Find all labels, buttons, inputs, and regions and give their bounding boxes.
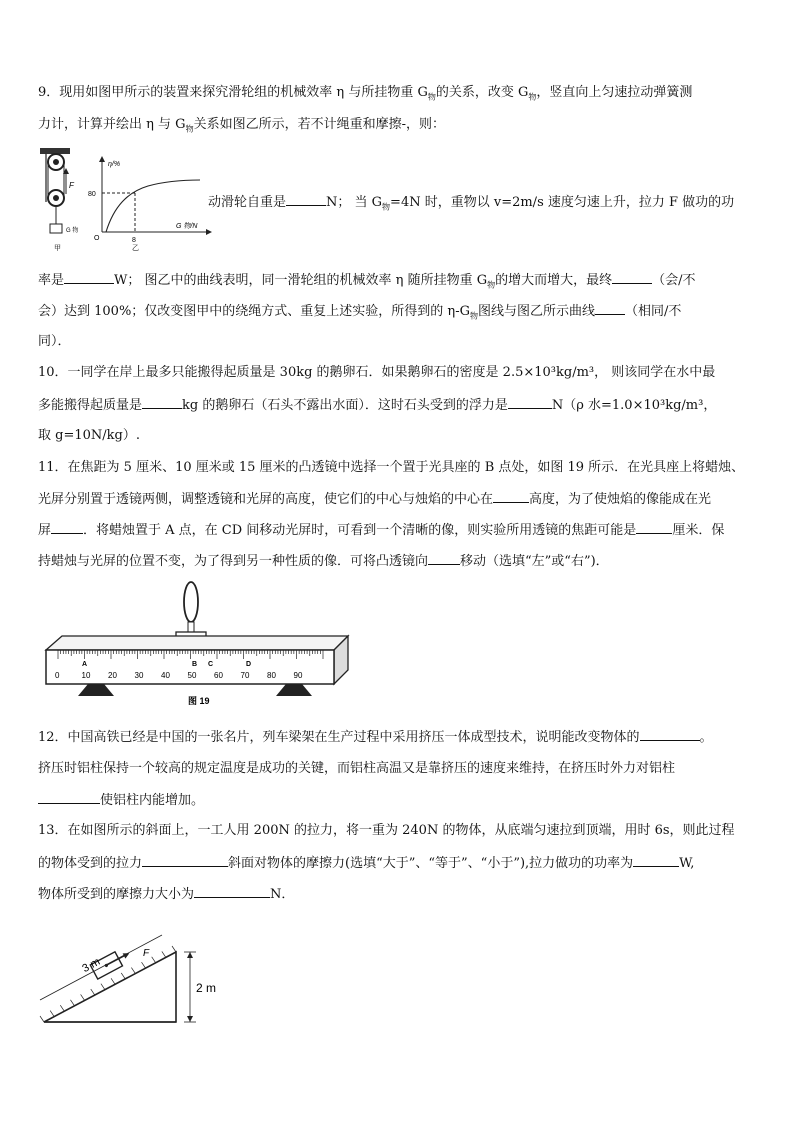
figure-caption: 图 19 [188, 696, 210, 706]
ruler-tick-label: 60 [214, 671, 223, 680]
text: 。 [699, 730, 713, 745]
text: 使铝柱内能增加。 [100, 793, 205, 808]
text: W； 图乙中的曲线表明，同一滑轮组的机械效率 η 随所挂物重 G [114, 273, 488, 288]
weight-icon [50, 224, 62, 233]
text: 高度，为了使烛焰的像能成在光 [529, 492, 712, 507]
q9-line4 [38, 271, 696, 295]
slope-length-label: 3 m [80, 955, 103, 975]
answer-blank[interactable] [64, 271, 114, 284]
sub: 物 [470, 311, 478, 321]
origin-label: O [94, 235, 100, 242]
answer-blank[interactable] [38, 791, 100, 804]
answer-blank[interactable] [194, 885, 270, 898]
q13-line2 [38, 854, 694, 873]
text: 13．在如图所示的斜面上，一工人用 200N 的拉力，将一重为 240N 的物体，从底端匀速拉到顶端，用时 6s，则此过程 [38, 823, 735, 838]
bench-foot-left [78, 684, 114, 696]
ruler-tick-label: 70 [240, 671, 250, 680]
text: 物体所受到的摩擦力大小为 [38, 887, 195, 902]
force-label: F [69, 181, 74, 190]
text: N（ρ 水=1.0×10³kg/m³， [551, 398, 717, 413]
q9-figure [36, 146, 216, 258]
point-c-label: C [208, 661, 214, 668]
q12-line1 [38, 728, 713, 747]
bench-foot-right [276, 684, 312, 696]
sub: 物 [487, 280, 496, 290]
weight-label: G 物 [66, 228, 79, 234]
sub: 物 [427, 92, 436, 102]
height-label: 2 m [196, 981, 217, 995]
text: （会/不 [652, 273, 696, 288]
answer-blank[interactable] [595, 302, 625, 315]
text: 9．现用如图甲所示的装置来探究滑轮组的机械效率 η 与所挂物重 G [38, 85, 428, 100]
answer-blank[interactable] [612, 271, 652, 284]
ruler-tick-label: 30 [134, 671, 144, 680]
point-a-label: A [82, 661, 88, 668]
text: 11．在焦距为 5 厘米、10 厘米或 15 厘米的凸透镜中选择一个置于光具座的 B 点处，如图 19 所示．在光具座上将蜡烛、 [38, 460, 745, 475]
text: 屏 [38, 523, 52, 538]
text: 力计，计算并绘出 η 与 G [38, 117, 186, 132]
force-label: F [143, 948, 150, 959]
q12-line2 [38, 760, 675, 778]
text: 多能搬得起质量是 [38, 398, 143, 413]
text: 斜面对物体的摩擦力(选填“大于”、“等于”、“小于”),拉力做功的功率为 [228, 856, 634, 871]
text: 图线与图乙所示曲线 [478, 304, 596, 319]
text: 取 g=10N/kg）. [38, 428, 140, 443]
text: 率是 [38, 273, 65, 288]
q12-line3 [38, 791, 204, 810]
ruler-tick-label: 10 [81, 671, 91, 680]
q9-line6 [38, 333, 71, 351]
text: （相同/不 [625, 304, 682, 319]
ruler-tick-label: 50 [187, 671, 197, 680]
q10-line1 [38, 364, 715, 382]
ruler-tick-label: 40 [161, 671, 170, 680]
answer-blank[interactable] [142, 396, 182, 409]
ruler-tick-label: 20 [108, 671, 117, 680]
lens-icon [184, 582, 198, 622]
answer-blank[interactable] [636, 521, 672, 534]
q13-line3 [38, 885, 294, 904]
sub: 物 [185, 124, 194, 134]
x-tick-8: 8 [132, 237, 136, 244]
text: W, [679, 856, 695, 871]
text: 10．一同学在岸上最多只能搬得起质量是 30kg 的鹅卵石．如果鹅卵石的密度是 2.5×10³kg/m³， 则该同学在水中最 [38, 365, 716, 380]
y-tick-80: 80 [88, 191, 96, 198]
text: 同）． [38, 334, 71, 349]
text: N； 当 G [326, 195, 383, 210]
text: ，竖直向上匀速拉动弹簧测 [536, 85, 693, 100]
q11-line1 [38, 459, 744, 477]
answer-blank[interactable] [493, 490, 529, 503]
answer-blank[interactable] [508, 396, 552, 409]
ruler-tick-label: 0 [55, 671, 60, 680]
text: ．将蜡烛置于 A 点，在 CD 间移动光屏时，可看到一个清晰的像，则实验所用透镜的焦距可能是 [83, 523, 637, 538]
text: N． [270, 887, 295, 902]
answer-blank[interactable] [142, 854, 228, 867]
answer-blank[interactable] [428, 552, 460, 565]
q9-line1 [38, 84, 692, 107]
q10-line3 [38, 427, 140, 445]
answer-blank[interactable] [51, 521, 83, 534]
text: 动滑轮自重是 [208, 195, 287, 210]
optical-bench-figure [38, 580, 358, 710]
answer-blank[interactable] [633, 854, 679, 867]
answer-blank[interactable] [286, 193, 326, 206]
figure-jia-label: 甲 [54, 245, 61, 252]
q10-line2 [38, 396, 716, 415]
text: 的物体受到的拉力 [38, 856, 143, 871]
q11-line4 [38, 552, 609, 571]
q9-line5 [38, 302, 681, 326]
q13-line1 [38, 822, 735, 840]
text: 光屏分别置于透镜两侧，调整透镜和光屏的高度，使它们的中心与烛焰的中心在 [38, 492, 494, 507]
text: 会）达到 100%；仅改变图甲中的绕绳方式、重复上述实验，所得到的 η-G [38, 304, 470, 319]
x-axis-label: G 物/N [176, 223, 198, 230]
point-b-label: B [192, 661, 198, 668]
q11-line3 [38, 521, 724, 540]
ruler-tick-label: 80 [267, 671, 276, 680]
text: 移动（选填“左”或“右”)． [460, 554, 609, 569]
text: 的关系，改变 G [435, 85, 529, 100]
answer-blank[interactable] [640, 728, 700, 741]
incline-figure [38, 930, 228, 1030]
q11-line2 [38, 490, 711, 509]
text: 12．中国高铁已经是中国的一张名片，列车梁架在生产过程中采用挤压一体成型技术，说明能改变物体的 [38, 730, 640, 745]
y-axis-label: η/% [108, 161, 121, 168]
text: =4N 时，重物以 v=2m/s 速度匀速上升，拉力 F 做功的功 [390, 195, 735, 210]
text: 挤压时铝柱保持一个较高的规定温度是成功的关键，而铝柱高温又是靠挤压的速度来维持，在挤压时外力对铝柱 [38, 761, 676, 776]
text: 厘米．保 [672, 523, 725, 538]
figure-yi-label: 乙 [132, 245, 139, 252]
point-d-label: D [246, 661, 252, 668]
text: 关系如图乙所示，若不计绳重和摩擦-，则： [193, 117, 445, 132]
sub: 物 [528, 92, 537, 102]
text: 的增大而增大，最终 [495, 273, 613, 288]
q9-line2 [38, 116, 445, 139]
text: kg 的鹅卵石（石头不露出水面）．这时石头受到的浮力是 [182, 398, 508, 413]
text: 持蜡烛与光屏的位置不变，为了得到另一种性质的像．可将凸透镜向 [38, 554, 429, 569]
ruler-tick-label: 90 [293, 671, 303, 680]
q9-line3 [208, 193, 734, 217]
sub: 物 [382, 202, 391, 212]
